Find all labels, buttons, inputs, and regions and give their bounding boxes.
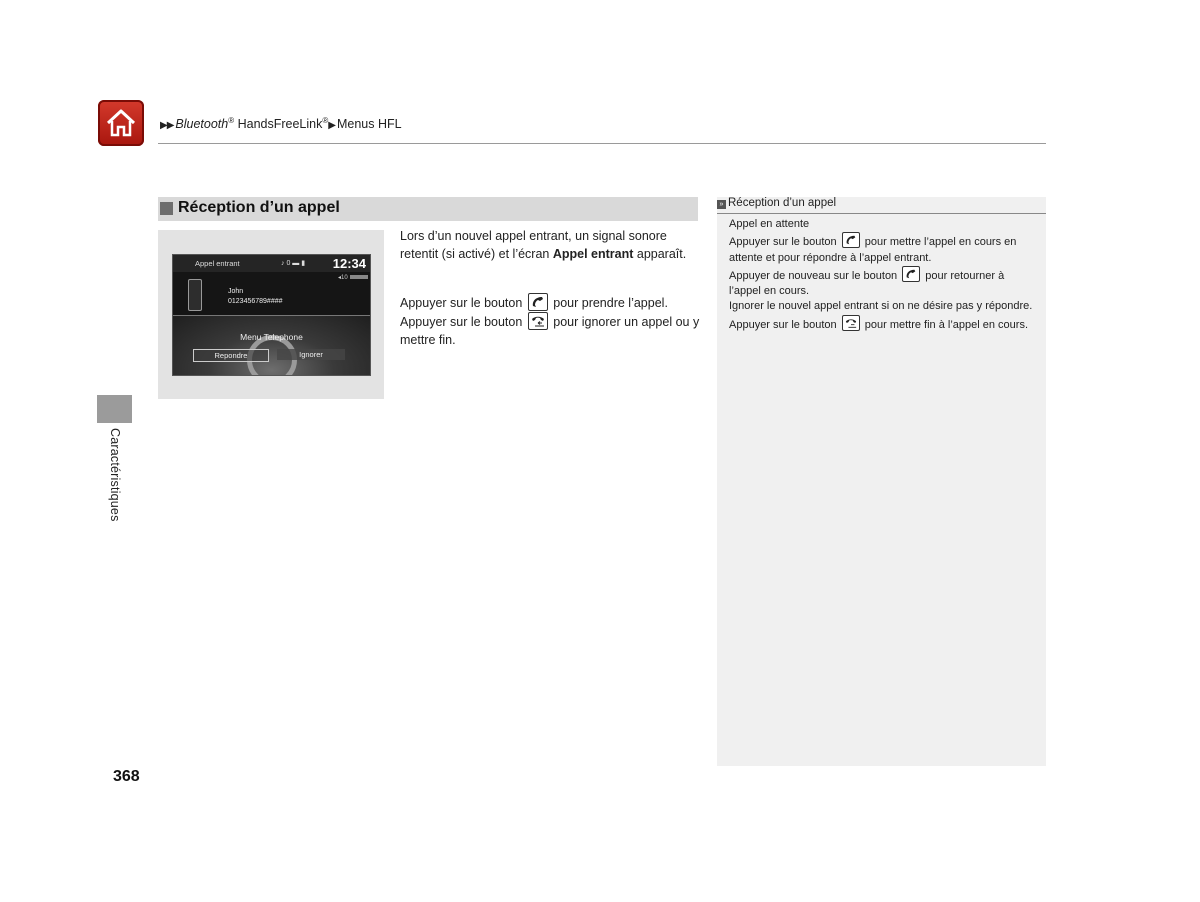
sidebar-body xyxy=(729,217,1039,333)
caller-number: 0123456789#### xyxy=(228,298,283,305)
breadcrumb-reg: ® xyxy=(322,116,329,125)
answer-button[interactable]: Repondre xyxy=(193,349,269,362)
phone-pickup-icon xyxy=(528,293,548,311)
sidebar-text: Appuyer sur le bouton xyxy=(729,318,840,331)
paragraph-text: Appuyer sur le bouton xyxy=(400,315,526,329)
breadcrumb-arrows: ▶▶ xyxy=(160,120,174,132)
sidebar-title-text: Réception d’un appel xyxy=(728,197,837,209)
paragraph-text: pour prendre l’appel. xyxy=(549,296,668,310)
cellphone-icon xyxy=(188,279,202,311)
phone-hangup-icon xyxy=(842,315,860,331)
chapter-tab[interactable] xyxy=(97,395,132,423)
volume-indicator: ◂10 xyxy=(338,275,348,281)
sidebar-text: pour mettre l’appel en cours en attente et pour répondre à l’appel entrant. xyxy=(729,236,1017,264)
paragraph-buttons xyxy=(400,293,700,349)
section-heading xyxy=(158,197,698,221)
paragraph-text: apparaît. xyxy=(633,247,687,261)
breadcrumb-menus-hfl[interactable]: Menus HFL xyxy=(336,117,402,132)
status-icons: ♪ 0 ▬ ▮ xyxy=(281,260,306,267)
note-marker-icon: » xyxy=(717,200,726,209)
sidebar-divider xyxy=(717,213,1046,214)
phone-hangup-icon xyxy=(528,312,548,330)
breadcrumb xyxy=(160,116,402,131)
breadcrumb-arrow: ▶ xyxy=(328,120,335,132)
sidebar-line xyxy=(729,266,1039,300)
page-number: 368 xyxy=(113,768,140,785)
screen-name-bold: Appel entrant xyxy=(552,247,634,261)
paragraph-text: pour ignorer un appel ou y mettre fin. xyxy=(400,315,700,347)
menu-title: Menu Telephone xyxy=(240,332,303,342)
breadcrumb-handsfreelink[interactable]: HandsFreeLink xyxy=(234,117,323,132)
breadcrumb-bluetooth[interactable]: Bluetooth xyxy=(175,117,229,132)
phone-pickup-icon xyxy=(902,266,920,282)
volume-bar xyxy=(350,275,368,279)
clock: 12:34 xyxy=(332,256,366,271)
paragraph-text: Appuyer sur le bouton xyxy=(400,296,526,310)
incoming-call-screen xyxy=(172,254,371,376)
sidebar-text: Appuyer sur le bouton xyxy=(729,236,840,249)
phone-pickup-icon xyxy=(842,232,860,248)
breadcrumb-reg: ® xyxy=(228,116,235,125)
paragraph-text: Lors d’un nouvel appel entrant, un signal sonore retentit (si activé) et l’écran xyxy=(400,229,667,261)
chapter-label: Caractéristiques xyxy=(108,428,122,522)
sidebar-line: Appel en attente xyxy=(729,218,810,230)
paragraph-intro xyxy=(400,227,700,263)
sidebar-line: Ignorer le nouvel appel entrant si on ne désire pas y répondre. xyxy=(729,300,1033,313)
sidebar-line xyxy=(729,315,1039,333)
home-icon[interactable] xyxy=(98,100,144,146)
sidebar-text: Appuyer de nouveau sur le bouton xyxy=(729,269,901,282)
sidebar-text: pour retourner à l’appel en cours. xyxy=(729,269,1005,298)
caller-name: John xyxy=(228,288,244,295)
sidebar-line xyxy=(729,232,1039,266)
heading-square-icon xyxy=(160,202,173,215)
sidebar-title xyxy=(717,197,836,209)
header-divider xyxy=(158,143,1046,144)
screen-title: Appel entrant xyxy=(195,259,240,268)
sidebar-text: pour mettre fin à l’appel en cours. xyxy=(861,318,1028,331)
section-title: Réception d’un appel xyxy=(178,199,340,216)
ignore-button[interactable]: Ignorer xyxy=(277,349,345,360)
